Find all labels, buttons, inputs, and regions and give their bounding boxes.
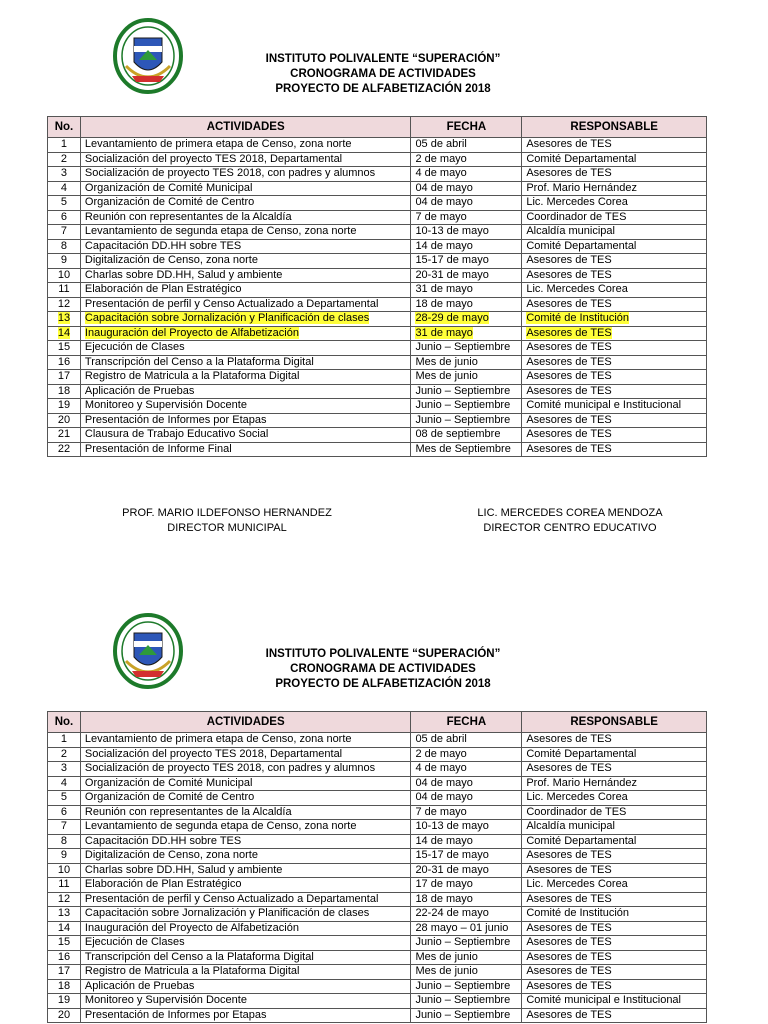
row-activity: Levantamiento de primera etapa de Censo, zona norte xyxy=(84,733,352,746)
table-header-row xyxy=(48,712,707,733)
row-responsible: Asesores de TES xyxy=(526,892,612,905)
row-date: Junio – Septiembre xyxy=(415,979,511,992)
header-responsable: RESPONSABLE xyxy=(522,712,707,733)
table-row xyxy=(48,138,707,153)
row-number: 20 xyxy=(57,1008,71,1021)
row-number: 2 xyxy=(60,747,68,760)
row-responsible: Comité de Institución xyxy=(526,312,630,325)
row-activity: Digitalización de Censo, zona norte xyxy=(84,254,258,267)
row-date: Junio – Septiembre xyxy=(415,1008,511,1021)
row-activity: Socialización de proyecto TES 2018, con padres y alumnos xyxy=(84,762,376,775)
row-date: 28-29 de mayo xyxy=(415,312,489,325)
header-actividades: ACTIVIDADES xyxy=(80,117,411,138)
row-number: 7 xyxy=(60,225,68,238)
row-activity: Ejecución de Clases xyxy=(84,936,185,949)
schedule-title: CRONOGRAMA DE ACTIVIDADES xyxy=(290,68,476,80)
table-row xyxy=(48,297,707,312)
row-number: 5 xyxy=(60,196,68,209)
row-responsible: Comité municipal e Institucional xyxy=(526,399,682,412)
row-activity: Reunión con representantes de la Alcaldía xyxy=(84,210,292,223)
table-row xyxy=(48,167,707,182)
row-number: 18 xyxy=(57,979,71,992)
row-activity: Socialización del proyecto TES 2018, Departamental xyxy=(84,747,343,760)
table-row xyxy=(48,399,707,414)
row-number: 19 xyxy=(57,994,71,1007)
row-responsible: Asesores de TES xyxy=(526,428,612,441)
row-activity: Inauguración del Proyecto de Alfabetización xyxy=(84,921,299,934)
document-header xyxy=(200,647,566,692)
row-number: 3 xyxy=(60,167,68,180)
row-number: 3 xyxy=(60,762,68,775)
header-no: No. xyxy=(48,712,81,733)
table-row xyxy=(48,370,707,385)
row-date: Mes de junio xyxy=(415,950,478,963)
table-row xyxy=(48,965,707,980)
row-activity: Levantamiento de segunda etapa de Censo, zona norte xyxy=(84,225,357,238)
row-responsible: Lic. Mercedes Corea xyxy=(526,878,628,891)
row-responsible: Lic. Mercedes Corea xyxy=(526,196,628,209)
row-activity: Elaboración de Plan Estratégico xyxy=(84,878,242,891)
table-row xyxy=(48,283,707,298)
row-date: 04 de mayo xyxy=(415,196,473,209)
institute-seal-icon xyxy=(112,16,184,100)
row-date: 05 de abril xyxy=(415,138,467,151)
row-number: 4 xyxy=(60,181,68,194)
row-responsible: Comité Departamental xyxy=(526,239,637,252)
row-number: 6 xyxy=(60,805,68,818)
row-responsible: Asesores de TES xyxy=(526,863,612,876)
row-date: 4 de mayo xyxy=(415,762,467,775)
row-date: 2 de mayo xyxy=(415,747,467,760)
row-activity: Digitalización de Censo, zona norte xyxy=(84,849,258,862)
row-number: 18 xyxy=(57,384,71,397)
table-row xyxy=(48,747,707,762)
table-row xyxy=(48,805,707,820)
row-date: 7 de mayo xyxy=(415,210,467,223)
table-body xyxy=(48,138,707,457)
row-responsible: Asesores de TES xyxy=(526,254,612,267)
table-row xyxy=(48,849,707,864)
row-number: 5 xyxy=(60,791,68,804)
row-date: 18 de mayo xyxy=(415,892,473,905)
row-responsible: Comité municipal e Institucional xyxy=(526,994,681,1007)
row-date: 15-17 de mayo xyxy=(415,849,489,862)
table-row xyxy=(48,341,707,356)
table-row xyxy=(48,733,707,748)
row-activity: Presentación de perfil y Censo Actualizado a Departamental xyxy=(84,892,379,905)
row-number: 16 xyxy=(57,950,71,963)
header-fecha: FECHA xyxy=(411,712,522,733)
row-activity: Monitoreo y Supervisión Docente xyxy=(84,399,247,412)
row-date: 22-24 de mayo xyxy=(415,907,489,920)
row-responsible: Asesores de TES xyxy=(526,341,612,354)
row-number: 9 xyxy=(60,849,68,862)
row-responsible: Lic. Mercedes Corea xyxy=(526,283,628,296)
table-row xyxy=(48,326,707,341)
table-row xyxy=(48,254,707,269)
table-row xyxy=(48,936,707,951)
row-activity: Socialización del proyecto TES 2018, Departamental xyxy=(84,152,343,165)
institute-name: INSTITUTO POLIVALENTE “SUPERACIÓN” xyxy=(265,648,501,660)
row-date: 08 de septiembre xyxy=(415,428,501,441)
row-date: 10-13 de mayo xyxy=(415,820,489,833)
table-row xyxy=(48,892,707,907)
header-actividades: ACTIVIDADES xyxy=(80,712,411,733)
table-row xyxy=(48,312,707,327)
row-activity: Ejecución de Clases xyxy=(84,341,185,354)
table-row xyxy=(48,413,707,428)
row-responsible: Asesores de TES xyxy=(526,413,612,426)
row-date: 05 de abril xyxy=(415,733,467,746)
row-date: 10-13 de mayo xyxy=(415,225,489,238)
table-row xyxy=(48,878,707,893)
row-date: 04 de mayo xyxy=(415,181,473,194)
row-date: Junio – Septiembre xyxy=(415,936,511,949)
row-responsible: Asesores de TES xyxy=(526,138,612,151)
row-number: 10 xyxy=(57,863,71,876)
row-activity: Aplicación de Pruebas xyxy=(84,979,195,992)
table-row xyxy=(48,863,707,878)
row-responsible: Comité de Institución xyxy=(526,907,630,920)
row-number: 15 xyxy=(57,936,71,949)
row-responsible: Comité Departamental xyxy=(526,747,637,760)
institute-name: INSTITUTO POLIVALENTE “SUPERACIÓN” xyxy=(265,53,501,65)
table-row xyxy=(48,442,707,457)
row-number: 11 xyxy=(58,878,70,891)
institute-seal-icon xyxy=(112,611,184,695)
row-number: 4 xyxy=(60,776,68,789)
row-number: 1 xyxy=(60,138,68,151)
table-row xyxy=(48,921,707,936)
row-date: Junio – Septiembre xyxy=(415,994,511,1007)
row-date: Junio – Septiembre xyxy=(415,384,511,397)
row-activity: Reunión con representantes de la Alcaldía xyxy=(84,805,292,818)
row-responsible: Lic. Mercedes Corea xyxy=(526,791,628,804)
row-date: 14 de mayo xyxy=(415,239,473,252)
row-responsible: Asesores de TES xyxy=(526,936,612,949)
header-responsable: RESPONSABLE xyxy=(522,117,707,138)
row-number: 22 xyxy=(57,442,71,455)
row-number: 8 xyxy=(60,239,68,252)
row-responsible: Asesores de TES xyxy=(526,442,612,455)
row-responsible: Asesores de TES xyxy=(526,762,612,775)
signature-municipal-director xyxy=(112,506,342,536)
document-header xyxy=(200,52,566,97)
row-responsible: Asesores de TES xyxy=(526,326,612,339)
row-responsible: Asesores de TES xyxy=(526,297,612,310)
row-activity: Organización de Comité Municipal xyxy=(84,181,253,194)
table-row xyxy=(48,384,707,399)
header-no: No. xyxy=(48,117,81,138)
table-row xyxy=(48,776,707,791)
row-date: Mes de junio xyxy=(415,370,478,383)
row-activity: Inauguración del Proyecto de Alfabetización xyxy=(84,326,299,339)
table-row xyxy=(48,834,707,849)
row-activity: Socialización de proyecto TES 2018, con padres y alumnos xyxy=(84,167,376,180)
row-responsible: Coordinador de TES xyxy=(526,210,627,223)
table-row xyxy=(48,762,707,777)
row-activity: Presentación de perfil y Censo Actualizado a Departamental xyxy=(84,297,379,310)
row-responsible: Prof. Mario Hernández xyxy=(526,776,637,789)
row-responsible: Asesores de TES xyxy=(526,268,612,281)
row-number: 14 xyxy=(57,326,71,339)
row-responsible: Asesores de TES xyxy=(526,355,612,368)
row-number: 8 xyxy=(60,834,68,847)
row-activity: Clausura de Trabajo Educativo Social xyxy=(84,428,269,441)
signature-title: DIRECTOR MUNICIPAL xyxy=(167,522,287,534)
table-row xyxy=(48,1008,707,1023)
row-number: 1 xyxy=(60,733,68,746)
row-date: 17 de mayo xyxy=(415,878,473,891)
row-number: 9 xyxy=(60,254,68,267)
table-row xyxy=(48,994,707,1009)
row-number: 11 xyxy=(58,283,70,296)
row-responsible: Asesores de TES xyxy=(526,950,612,963)
row-activity: Organización de Comité de Centro xyxy=(84,196,255,209)
row-activity: Charlas sobre DD.HH, Salud y ambiente xyxy=(84,268,283,281)
row-date: Mes de Septiembre xyxy=(415,442,511,455)
row-number: 17 xyxy=(57,370,71,383)
signature-title: DIRECTOR CENTRO EDUCATIVO xyxy=(483,522,657,534)
header-fecha: FECHA xyxy=(411,117,522,138)
row-activity: Transcripción del Censo a la Plataforma Digital xyxy=(84,950,314,963)
table-row xyxy=(48,950,707,965)
row-activity: Organización de Comité Municipal xyxy=(84,776,253,789)
row-responsible: Coordinador de TES xyxy=(526,805,627,818)
row-number: 12 xyxy=(57,892,71,905)
row-activity: Monitoreo y Supervisión Docente xyxy=(84,994,247,1007)
row-number: 13 xyxy=(57,312,71,325)
row-responsible: Asesores de TES xyxy=(526,965,612,978)
activities-table xyxy=(47,711,707,1023)
table-header-row xyxy=(48,117,707,138)
row-date: 18 de mayo xyxy=(415,297,473,310)
row-number: 10 xyxy=(57,268,71,281)
row-number: 14 xyxy=(57,921,71,934)
project-title: PROYECTO DE ALFABETIZACIÓN 2018 xyxy=(275,678,491,690)
table-body xyxy=(48,733,707,1023)
row-number: 13 xyxy=(57,907,71,920)
table-row xyxy=(48,181,707,196)
row-date: 14 de mayo xyxy=(415,834,473,847)
row-date: 15-17 de mayo xyxy=(415,254,489,267)
row-responsible: Alcaldía municipal xyxy=(526,225,615,238)
signature-school-director xyxy=(455,506,685,536)
signature-name: PROF. MARIO ILDEFONSO HERNANDEZ xyxy=(122,507,332,519)
row-activity: Capacitación DD.HH sobre TES xyxy=(84,239,242,252)
row-number: 15 xyxy=(57,341,71,354)
row-date: 4 de mayo xyxy=(415,167,467,180)
row-activity: Capacitación DD.HH sobre TES xyxy=(84,834,242,847)
row-date: 04 de mayo xyxy=(415,791,473,804)
row-date: 31 de mayo xyxy=(415,326,473,339)
row-number: 17 xyxy=(57,965,71,978)
row-date: 20-31 de mayo xyxy=(415,863,489,876)
table-row xyxy=(48,428,707,443)
row-activity: Presentación de Informes por Etapas xyxy=(84,1008,267,1021)
row-number: 21 xyxy=(57,428,71,441)
table-row xyxy=(48,979,707,994)
row-activity: Capacitación sobre Jornalización y Planificación de clases xyxy=(84,312,370,325)
row-responsible: Comité Departamental xyxy=(526,834,637,847)
row-date: 2 de mayo xyxy=(415,152,467,165)
row-number: 2 xyxy=(60,152,68,165)
project-title: PROYECTO DE ALFABETIZACIÓN 2018 xyxy=(275,83,491,95)
table-row xyxy=(48,907,707,922)
row-activity: Registro de Matricula a la Plataforma Digital xyxy=(84,370,300,383)
row-number: 12 xyxy=(57,297,71,310)
row-activity: Aplicación de Pruebas xyxy=(84,384,195,397)
row-number: 7 xyxy=(60,820,68,833)
row-responsible: Asesores de TES xyxy=(526,921,612,934)
row-number: 20 xyxy=(57,413,71,426)
row-activity: Capacitación sobre Jornalización y Planificación de clases xyxy=(84,907,370,920)
row-responsible: Asesores de TES xyxy=(526,1008,612,1021)
row-date: Mes de junio xyxy=(415,355,478,368)
table-row xyxy=(48,355,707,370)
table-row xyxy=(48,239,707,254)
activities-table xyxy=(47,116,707,457)
table-row xyxy=(48,210,707,225)
row-responsible: Asesores de TES xyxy=(526,167,612,180)
row-date: Junio – Septiembre xyxy=(415,341,511,354)
row-responsible: Comité Departamental xyxy=(526,152,637,165)
row-activity: Levantamiento de primera etapa de Censo, zona norte xyxy=(84,138,352,151)
table-row xyxy=(48,820,707,835)
row-date: 20-31 de mayo xyxy=(415,268,489,281)
row-responsible: Asesores de TES xyxy=(526,849,612,862)
row-responsible: Asesores de TES xyxy=(526,384,612,397)
row-date: Mes de junio xyxy=(415,965,478,978)
row-number: 19 xyxy=(57,399,71,412)
row-date: Junio – Septiembre xyxy=(415,413,511,426)
row-responsible: Asesores de TES xyxy=(526,733,612,746)
table-row xyxy=(48,791,707,806)
signature-name: LIC. MERCEDES COREA MENDOZA xyxy=(477,507,663,519)
row-date: 31 de mayo xyxy=(415,283,473,296)
row-date: Junio – Septiembre xyxy=(415,399,511,412)
row-activity: Presentación de Informes por Etapas xyxy=(84,413,267,426)
row-date: 7 de mayo xyxy=(415,805,467,818)
row-activity: Charlas sobre DD.HH, Salud y ambiente xyxy=(84,863,283,876)
row-responsible: Alcaldía municipal xyxy=(526,820,615,833)
schedule-title: CRONOGRAMA DE ACTIVIDADES xyxy=(290,663,476,675)
row-activity: Levantamiento de segunda etapa de Censo, zona norte xyxy=(84,820,357,833)
table-row xyxy=(48,152,707,167)
row-responsible: Prof. Mario Hernández xyxy=(526,181,637,194)
row-responsible: Asesores de TES xyxy=(526,979,612,992)
row-activity: Organización de Comité de Centro xyxy=(84,791,255,804)
row-activity: Presentación de Informe Final xyxy=(84,442,232,455)
table-row xyxy=(48,196,707,211)
row-responsible: Asesores de TES xyxy=(526,370,612,383)
table-row xyxy=(48,268,707,283)
row-date: 28 mayo – 01 junio xyxy=(415,921,509,934)
row-activity: Elaboración de Plan Estratégico xyxy=(84,283,242,296)
row-date: 04 de mayo xyxy=(415,776,473,789)
row-number: 6 xyxy=(60,210,68,223)
row-activity: Transcripción del Censo a la Plataforma Digital xyxy=(84,355,314,368)
row-number: 16 xyxy=(57,355,71,368)
table-row xyxy=(48,225,707,240)
row-activity: Registro de Matricula a la Plataforma Digital xyxy=(84,965,300,978)
